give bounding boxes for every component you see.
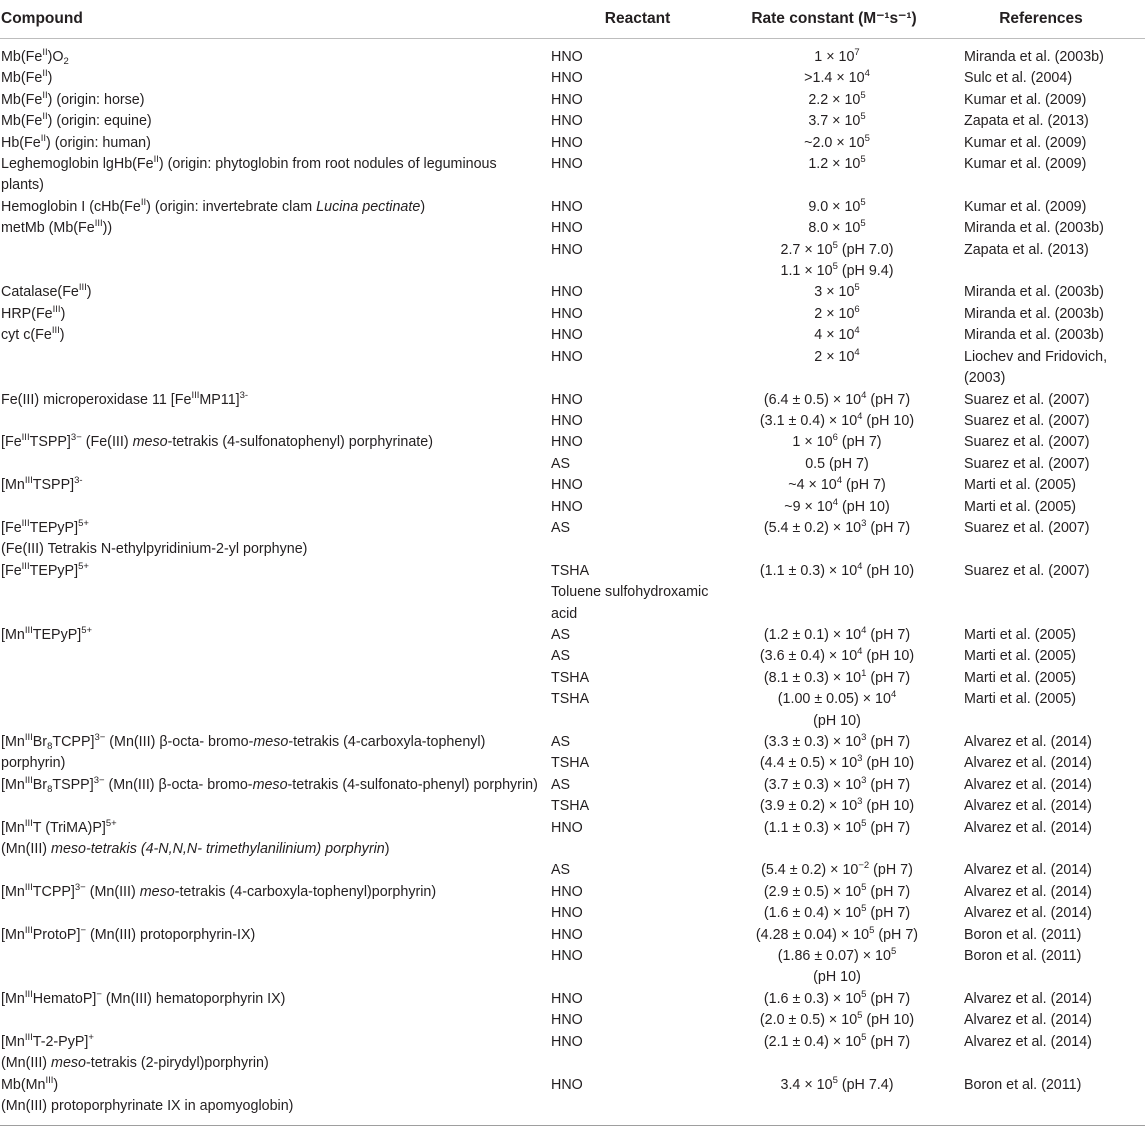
compound-cell: $Mb(Fe^{II})$ (1, 68, 53, 87)
table-row (0, 39, 1145, 69)
rate-constant-cell: $(3.3 \pm 0.3) \times 10^3$ (pH 7) $(4.4 \pm 0.5) \times 10^3$ (pH 10) (759, 732, 915, 772)
reference-cell: Marti et al. (2005) (964, 626, 1077, 643)
compound-cell (0, 454, 550, 475)
rate-constant-cell: $(3.1 \pm 0.4) \times 10^4$ (pH 10) (759, 410, 915, 429)
table-row (0, 475, 1145, 496)
table-row (0, 133, 1145, 154)
reactant-cell: HNO (551, 819, 583, 836)
reference-cell: Zapata et al. (2013) (964, 241, 1089, 258)
compound-cell: $Catalase(Fe^{III})$ (1, 282, 92, 301)
table-row (0, 240, 1145, 283)
reactant-cell: HNO (551, 905, 583, 922)
table-row (0, 454, 1145, 475)
reference-cell: Boron et al. (2011) (964, 1076, 1082, 1093)
reference-cell: Miranda et al. (2003b) (964, 220, 1104, 237)
compound-cell: Fe(III) microperoxidase 11 $[Fe^{III}MP11]^{3-}$ (1, 389, 249, 408)
compound-cell: $[Mn^{III}Br_8TSPP]^{3-}$ (Mn(III) β-octa- bromo-meso-tetrakis (4-sulfonato-phenyl) porphyrin) (1, 774, 538, 795)
table-row (0, 882, 1145, 903)
table-row (0, 946, 1145, 989)
reference-cell: Miranda et al. (2003b) (964, 327, 1104, 344)
rate-constant-cell: $8.0 \times 10^5$ (808, 218, 866, 237)
table-row (0, 925, 1145, 946)
rate-constant-cell: $(5.4 \pm 0.2) \times 10^{-2}$ (pH 7) (761, 860, 913, 879)
compound-cell: $[Mn^{III}ProtoP]^-$ (Mn(III) protoporphyrin-IX) (1, 924, 256, 943)
table-row (0, 625, 1145, 646)
rate-constant-cell: $1 \times 10^6$ (pH 7) (792, 432, 882, 451)
compound-cell: Leghemoglobin $lgHb(Fe^{II})$ (origin: phytoglobin from root nodules of leguminous plants) (1, 154, 497, 194)
reactant-cell: HNO (551, 1076, 583, 1093)
reactant-cell: HNO (551, 434, 583, 451)
table-row (0, 90, 1145, 111)
compound-cell (0, 240, 550, 283)
reference-cell: Kumar et al. (2009) (964, 134, 1087, 151)
reactant-cell: HNO (551, 49, 583, 65)
reactant-cell: HNO (551, 156, 583, 173)
reference-cell: Sulc et al. (2004) (964, 70, 1073, 87)
reactant-cell: HNO (551, 220, 583, 237)
table-row (0, 775, 1145, 818)
compound-cell: $[Mn^{III}HematoP]^-$ (Mn(III) hematoporphyrin IX) (1, 988, 286, 1007)
table-row (0, 154, 1145, 197)
compound-cell: $[Mn^{III}T-2-PyP]^+$ (Mn(III) meso-tetrakis (2-pirydyl)porphyrin) (1, 1031, 269, 1072)
table-row (0, 497, 1145, 518)
table-row (0, 1075, 1145, 1126)
compound-cell: $[Fe^{III}TEPyP]^{5+}$ (1, 560, 89, 579)
reference-cell: Alvarez et al. (2014) (964, 905, 1092, 922)
compound-cell (0, 946, 550, 989)
rate-constant-cell: $3 \times 10^5$ (814, 282, 860, 301)
compound-cell: metMb $(Mb(Fe^{III}))$ (1, 218, 113, 237)
reactant-cell: HNO (551, 498, 583, 515)
table-row (0, 689, 1145, 732)
reactant-cell: HNO (551, 113, 583, 130)
reference-cell: Alvarez et al. (2014) Alvarez et al. (2014) (964, 734, 1092, 772)
reactant-cell: TSHA Toluene sulfohydroxamic acid (551, 562, 709, 622)
rate-constant-cell: $(2.0 \pm 0.5) \times 10^5$ (pH 10) (759, 1010, 915, 1029)
compound-cell (0, 497, 550, 518)
table-row (0, 325, 1145, 346)
reactant-cell: HNO (551, 477, 583, 494)
table-row (0, 1032, 1145, 1075)
reference-cell: Suarez et al. (2007) (964, 562, 1090, 579)
rate-constant-cell: $2.2 \times 10^5$ (808, 89, 866, 108)
table-row (0, 732, 1145, 775)
compound-cell: $[Fe^{III}TEPyP]^{5+}$ (Fe(III) Tetrakis N-ethylpyridinium-2-yl porphyne) (1, 517, 308, 558)
table-row (0, 432, 1145, 453)
rate-constant-cell: $(3.6 \pm 0.4) \times 10^4$ (pH 10) (759, 646, 915, 665)
reference-cell: Alvarez et al. (2014) Alvarez et al. (2014) (964, 776, 1092, 815)
reference-cell: Miranda et al. (2003b) (964, 284, 1104, 301)
compound-cell (0, 668, 550, 689)
reference-cell: Suarez et al. (2007) (964, 455, 1090, 472)
reference-cell: Suarez et al. (2007) (964, 391, 1090, 408)
compound-cell: $Mb(Fe^{II})$ (origin: equine) (1, 111, 152, 130)
rate-constant-cell: $(1.1 \pm 0.3) \times 10^4$ (pH 10) (759, 560, 915, 579)
reference-cell: Alvarez et al. (2014) (964, 819, 1092, 836)
rate-constant-cell: $9.0 \times 10^5$ (808, 196, 866, 215)
reactant-cell: HNO (551, 284, 583, 301)
rate-constant-cell: $(1.00 \pm 0.05) \times 10^4$ (pH 10) (777, 689, 897, 729)
rate-constant-cell: $1.2 \times 10^5$ (808, 154, 866, 173)
reactant-cell: TSHA (551, 669, 590, 686)
reference-cell: Marti et al. (2005) (964, 691, 1077, 708)
header-reactant: Reactant (550, 0, 725, 39)
reference-cell: Marti et al. (2005) (964, 648, 1077, 665)
rate-constant-cell: $(1.6 \pm 0.4) \times 10^5$ (pH 7) (763, 903, 911, 922)
rate-constant-cell: ~2.0 × $10^5$ (804, 132, 870, 151)
table-row (0, 111, 1145, 132)
reactant-cell: HNO (551, 948, 583, 965)
table-row (0, 903, 1145, 924)
compound-cell: $[Mn^{III}Br_8TCPP]^{3-}$ (Mn(III) β-octa- bromo-meso-tetrakis (4-carboxyla-tophenyl) porphyrin) (1, 732, 486, 772)
reactant-cell: AS (551, 626, 571, 643)
reactant-cell: AS TSHA (551, 734, 590, 772)
compound-cell: $[Mn^{III}TCPP]^{3-}$ (Mn(III) meso-tetrakis (4-carboxyla-tophenyl)porphyrin) (1, 881, 437, 900)
compound-cell: $HRP(Fe^{III})$ (1, 303, 66, 322)
compound-cell (0, 646, 550, 667)
compound-cell: Hemoglobin I ($cHb(Fe^{II})$ (origin: invertebrate clam Lucina pectinate) (1, 196, 426, 215)
reactant-cell: AS (551, 862, 571, 879)
reactant-cell: HNO (551, 70, 583, 87)
reference-cell: Marti et al. (2005) (964, 498, 1077, 515)
compound-cell (0, 1010, 550, 1031)
header-row (0, 0, 1145, 39)
table-row (0, 197, 1145, 218)
rate-constant-cell: $1 \times 10^7$ (814, 47, 860, 65)
table-row (0, 561, 1145, 625)
reference-cell: Alvarez et al. (2014) (964, 1012, 1092, 1029)
reactant-cell: HNO (551, 1012, 583, 1029)
rate-constant-cell: $(4.28 \pm 0.04) \times 10^5$ (pH 7) (755, 924, 919, 943)
reactant-cell: AS (551, 455, 571, 472)
compound-cell: $Mb(Fe^{II})O_2$ (1, 47, 69, 67)
rate-constant-cell: $(1.86 \pm 0.07) \times 10^5$ (pH 10) (777, 946, 897, 986)
reference-cell: Suarez et al. (2007) (964, 434, 1090, 451)
table-row (0, 347, 1145, 390)
rate-constant-cell: $(8.1 \pm 0.3) \times 10^1$ (pH 7) (763, 667, 911, 686)
rate-constant-cell: 0.5 (pH 7) (805, 455, 869, 472)
reactant-cell: AS TSHA (551, 776, 590, 815)
rate-constant-cell: $(2.1 \pm 0.4) \times 10^5$ (pH 7) (763, 1031, 911, 1050)
rate-constant-cell: $3.7 \times 10^5$ (808, 111, 866, 130)
rate-constant-cell: $2 \times 10^4$ (814, 346, 860, 365)
rate-constant-cell: $2.7 \times 10^5$ (pH 7.0) $1.1 \times 10^5$ (pH 9.4) (780, 239, 894, 280)
reference-cell: Miranda et al. (2003b) (964, 305, 1104, 322)
reference-cell: Suarez et al. (2007) (964, 412, 1090, 429)
reactant-cell: HNO (551, 198, 583, 215)
table-row (0, 518, 1145, 561)
table-row (0, 68, 1145, 89)
header-references: References (957, 0, 1145, 39)
rate-constant-cell: $(3.7 \pm 0.3) \times 10^3$ (pH 7) $(3.9 \pm 0.2) \times 10^3$ (pH 10) (759, 774, 915, 815)
reference-cell: Alvarez et al. (2014) (964, 862, 1092, 879)
reference-cell: Kumar et al. (2009) (964, 156, 1087, 173)
reference-cell: Kumar et al. (2009) (964, 198, 1087, 215)
rate-constant-cell: $(5.4 \pm 0.2) \times 10^3$ (pH 7) (763, 517, 911, 536)
header-compound: Compound (0, 0, 550, 39)
reference-cell: Zapata et al. (2013) (964, 113, 1089, 130)
table-row (0, 668, 1145, 689)
reactant-cell: TSHA (551, 691, 590, 708)
table-row (0, 860, 1145, 881)
rate-constant-cell: $(1.1 \pm 0.3) \times 10^5$ (pH 7) (763, 817, 911, 836)
table-row (0, 218, 1145, 239)
reactant-cell: AS (551, 648, 571, 665)
rate-constant-cell: ~9 × $10^4$ (pH 10) (784, 496, 890, 515)
compound-cell (0, 347, 550, 390)
rate-constant-cell: $(1.6 \pm 0.3) \times 10^5$ (pH 7) (763, 988, 911, 1007)
reference-cell: Alvarez et al. (2014) (964, 883, 1092, 900)
reference-cell: Suarez et al. (2007) (964, 519, 1090, 536)
table-row (0, 282, 1145, 303)
compound-cell: [$Mn^{III}T$ (TriMA)P]$^{5+}$ (Mn(III) meso-tetrakis (4-N,N,N- trimethylanilinium) porphyrin) (1, 817, 390, 858)
reactant-cell: HNO (551, 91, 583, 108)
compound-cell: $Mb(Mn^{III})$ (Mn(III) protoporphyrinate IX in apomyoglobin) (1, 1074, 294, 1114)
reference-cell: Boron et al. (2011) (964, 926, 1082, 943)
rate-constant-cell: $3.4 \times 10^5$ (pH 7.4) (780, 1074, 894, 1093)
reactant-cell: HNO (551, 1033, 583, 1050)
table-row (0, 390, 1145, 411)
reference-cell: Boron et al. (2011) (964, 948, 1082, 965)
rate-constant-cell: $2 \times 10^6$ (814, 303, 860, 322)
reactant-cell: HNO (551, 883, 583, 900)
reactant-cell: AS (551, 519, 571, 536)
compound-cell: $[Fe^{III}TSPP]^{3-}$ (Fe(III) meso-tetrakis (4-sulfonatophenyl) porphyrinate) (1, 432, 433, 451)
table-row (0, 646, 1145, 667)
reference-cell: Kumar et al. (2009) (964, 91, 1087, 108)
reactant-cell: HNO (551, 327, 583, 344)
compound-cell (0, 689, 550, 732)
table-row (0, 411, 1145, 432)
table-row (0, 989, 1145, 1010)
reference-cell: Marti et al. (2005) (964, 477, 1077, 494)
compound-cell: $Hb(Fe^{II})$ (origin: human) (1, 132, 151, 151)
reference-cell: Alvarez et al. (2014) (964, 990, 1092, 1007)
reference-cell: Marti et al. (2005) (964, 669, 1077, 686)
compound-cell: $[Mn^{III}TEPyP]^{5+}$ (1, 624, 93, 643)
compound-cell (0, 860, 550, 881)
reference-cell: Liochev and Fridovich, (2003) (964, 348, 1108, 387)
rate-constant-cell: $(6.4 \pm 0.5) \times 10^4$ (pH 7) (763, 389, 911, 408)
reactant-cell: HNO (551, 348, 583, 365)
rate-constant-cell: $4 \times 10^4$ (814, 325, 860, 344)
header-rate-constant: Rate constant (M⁻¹s⁻¹) (725, 0, 957, 39)
table-row (0, 818, 1145, 861)
reactant-cell: HNO (551, 990, 583, 1007)
rate-constant-cell: $(2.9 \pm 0.5) \times 10^5$ (pH 7) (763, 881, 911, 900)
reference-cell: Alvarez et al. (2014) (964, 1033, 1092, 1050)
compound-cell: cyt $c(Fe^{III})$ (1, 325, 65, 344)
table-bottom-rule (0, 1125, 1145, 1126)
compound-cell: $[Mn^{III}TSPP]^{3-}$ (1, 475, 83, 494)
reactant-cell: HNO (551, 241, 583, 258)
reference-cell: Miranda et al. (2003b) (964, 49, 1104, 65)
rate-constant-cell: $>1.4 \times 10^4$ (804, 68, 870, 87)
reactant-cell: HNO (551, 134, 583, 151)
reactant-cell: HNO (551, 305, 583, 322)
table-row (0, 304, 1145, 325)
rate-constant-cell: $(1.2 \pm 0.1) \times 10^4$ (pH 7) (763, 624, 911, 643)
rate-constant-cell: ~4 × $10^4$ (pH 7) (788, 475, 886, 494)
reactant-cell: HNO (551, 391, 583, 408)
compound-cell (0, 411, 550, 432)
compound-cell (0, 903, 550, 924)
reactant-cell: HNO (551, 926, 583, 943)
compound-cell: $Mb(Fe^{II})$ (origin: horse) (1, 89, 145, 108)
table-body (0, 39, 1145, 1126)
reactant-cell: HNO (551, 412, 583, 429)
table-row (0, 1010, 1145, 1031)
